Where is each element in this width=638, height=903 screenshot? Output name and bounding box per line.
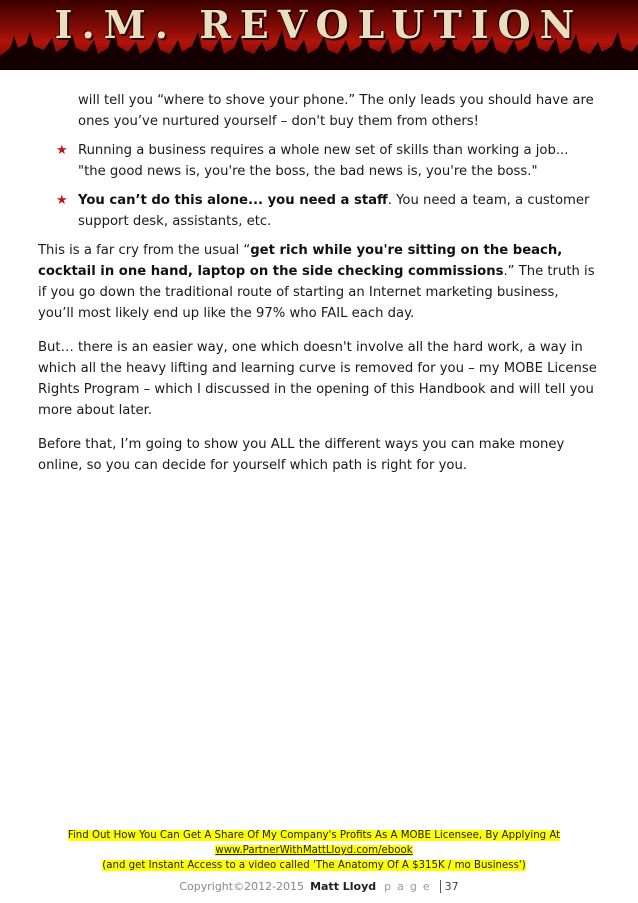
header-banner [0, 0, 638, 70]
cta-text: Find Out How You Can Get A Share Of My Company's Profits As A MOBE Licensee, By Applying At [67, 830, 561, 841]
list-item [38, 190, 598, 232]
page-footer [0, 880, 638, 893]
star-bullet-icon: ★ [56, 193, 68, 208]
paragraph-text: This is a far cry from the usual “ [38, 243, 251, 258]
cta-link[interactable]: www.PartnerWithMattLloyd.com/ebook [215, 845, 413, 856]
paragraph [38, 240, 598, 324]
paragraph: But… there is an easier way, one which doesn't involve all the hard work, a way in which all the heavy lifting and learning curve is removed for you – my MOBE License Rights Program – which I discussed in the opening of this Handbook and will tell you more about later. [38, 340, 597, 418]
continued-paragraph: will tell you “where to shove your phone.” The only leads you should have are ones you’ve nurtured yourself – don't buy them from others! [78, 93, 594, 129]
paragraph-bold-text: get rich while you're sitting on the beach, cocktail in one hand, laptop on the side checking commissions [38, 243, 563, 279]
banner-title: I.M. REVOLUTION [54, 2, 584, 47]
list-item [38, 140, 598, 182]
page-label: page [384, 880, 436, 893]
author-name: Matt Lloyd [310, 880, 377, 893]
bullet-list [38, 140, 598, 232]
star-bullet-icon: ★ [56, 143, 68, 158]
bullet-bold-text: You can’t do this alone... you need a staff [78, 193, 388, 208]
page-content [38, 90, 598, 489]
page-number: 37 [440, 880, 459, 893]
copyright-text: Copyright©2012-2015 [179, 880, 305, 893]
cta-subtext: (and get Instant Access to a video called 'The Anatomy Of A $315K / mo Business') [102, 860, 526, 871]
bullet-text: . You need a team, a customer support desk, assistants, etc. [78, 193, 590, 229]
paragraph-text: .” The truth is if you go down the traditional route of starting an Internet marketing business, you’ll most likely end up like the 97% who FAIL each day. [38, 264, 595, 321]
bullet-text: Running a business requires a whole new set of skills than working a job... "the good news is, you're the boss, the bad news is, you're the boss." [78, 143, 569, 179]
paragraph: Before that, I’m going to show you ALL the different ways you can make money online, so you can decide for yourself which path is right for you. [38, 437, 565, 473]
footer-call-to-action [64, 828, 564, 873]
